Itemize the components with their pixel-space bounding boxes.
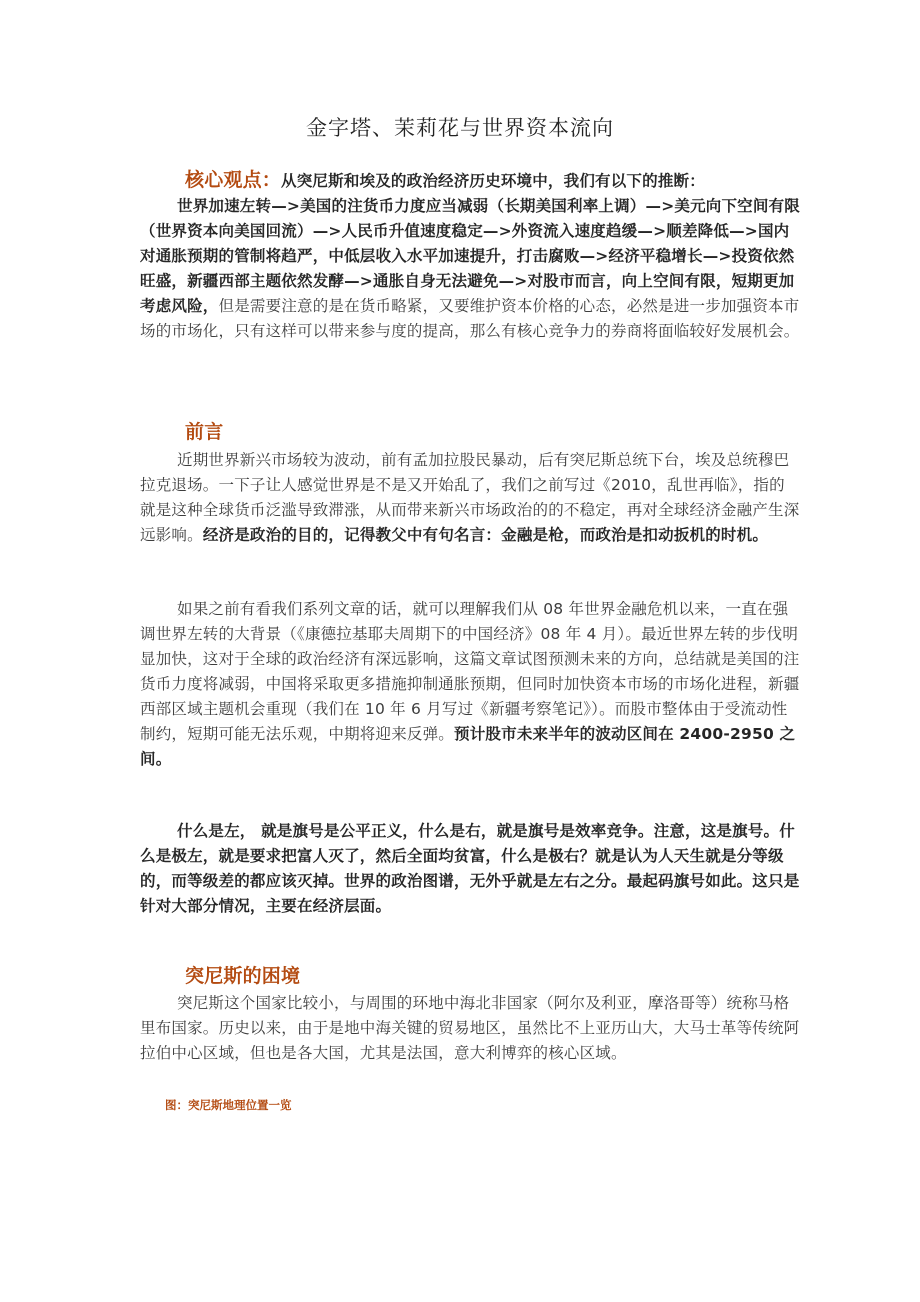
preface-heading: 前言: [185, 421, 224, 443]
preface-section: [140, 420, 800, 548]
core-viewpoint-chain: 世界加速左转—>美国的注货币力度应当减弱（长期美国利率上调）—>美元向下空间有限（世界资本向美国回流）—>人民币升值速度稳定—>外资流入速度趋缓—>顺差降低—>国内对通胀预期的管制将趋严，中低层收入水平加速提升，打击腐败—>经济平稳增长—>投资依然旺盛，新疆西部主题依然发酵—>通胀自身无法避免—>对股市而言，向上空间有限，短期更加考虑风险，: [140, 197, 800, 315]
tunisia-section: [140, 964, 800, 1066]
core-viewpoint-section: [140, 168, 800, 344]
tunisia-paragraph-1: 突尼斯这个国家比较小，与周围的环地中海北非国家（阿尔及利亚，摩洛哥等）统称马格里布国家。历史以来，由于是地中海关键的贸易地区，虽然比不上亚历山大，大马士革等传统阿拉伯中心区域，但也是各大国，尤其是法国，意大利博弈的核心区域。: [140, 994, 800, 1062]
page-title: 金字塔、茉莉花与世界资本流向: [306, 116, 614, 140]
preface-paragraph-2-bold: 预计股市未来半年的波动区间在 2400-2950 之间。: [140, 725, 796, 768]
preface-paragraph-2-block: [140, 597, 800, 772]
core-viewpoint-heading: 核心观点：: [185, 169, 282, 191]
core-viewpoint-lead: 从突尼斯和埃及的政治经济历史环境中，我们有以下的推断：: [281, 172, 705, 190]
preface-paragraph-2: 如果之前有看我们系列文章的话，就可以理解我们从 08 年世界金融危机以来，一直在强调世界左转的大背景（《康德拉基耶夫周期下的中国经济》08 年 4 月）。最近世界左转的步伐明显加快，这对于全球的政治经济有深远影响，这篇文章试图预测未来的方向，总结就是美国的注货币力度将减弱，中国将采取更多措施抑制通胀预期，但同时加快资本市场的市场化进程，新疆西部区域主题机会重现（我们在 10 年 6 月写过《新疆考察笔记》）。而股市整体由于受流动性制约，短期可能无法乐观，中期将迎来反弹。: [140, 600, 800, 743]
preface-paragraph-1: 近期世界新兴市场较为波动，前有孟加拉股民暴动，后有突尼斯总统下台，埃及总统穆巴拉克退场。一下子让人感觉世界是不是又开始乱了，我们之前写过《2010，乱世再临》，指的就是这种全球货币泛滥导致滞涨，从而带来新兴市场政治的的不稳定，再对全球经济金融产生深远影响。: [140, 451, 800, 544]
figure-caption: 图：突尼斯地理位置一览: [165, 1098, 292, 1112]
core-viewpoint-tail: 但是需要注意的是在货币略紧，又要维护资本价格的心态，必然是进一步加强资本市场的市场化，只有这样可以带来参与度的提高，那么有核心竞争力的券商将面临较好发展机会。: [140, 297, 800, 340]
preface-paragraph-1-bold: 经济是政治的目的，记得教父中有句名言：金融是枪，而政治是扣动扳机的时机。: [202, 526, 769, 544]
tunisia-heading: 突尼斯的困境: [185, 965, 301, 987]
preface-paragraph-3: 什么是左， 就是旗号是公平正义，什么是右，就是旗号是效率竞争。注意，这是旗号。什么是极左，就是要求把富人灭了，然后全面均贫富，什么是极右？就是认为人天生就是分等级的，而等级差的都应该灭掉。世界的政治图谱，无外乎就是左右之分。最起码旗号如此。这只是针对大部分情况，主要在经济层面。: [140, 822, 800, 915]
preface-paragraph-3-block: [140, 819, 800, 919]
